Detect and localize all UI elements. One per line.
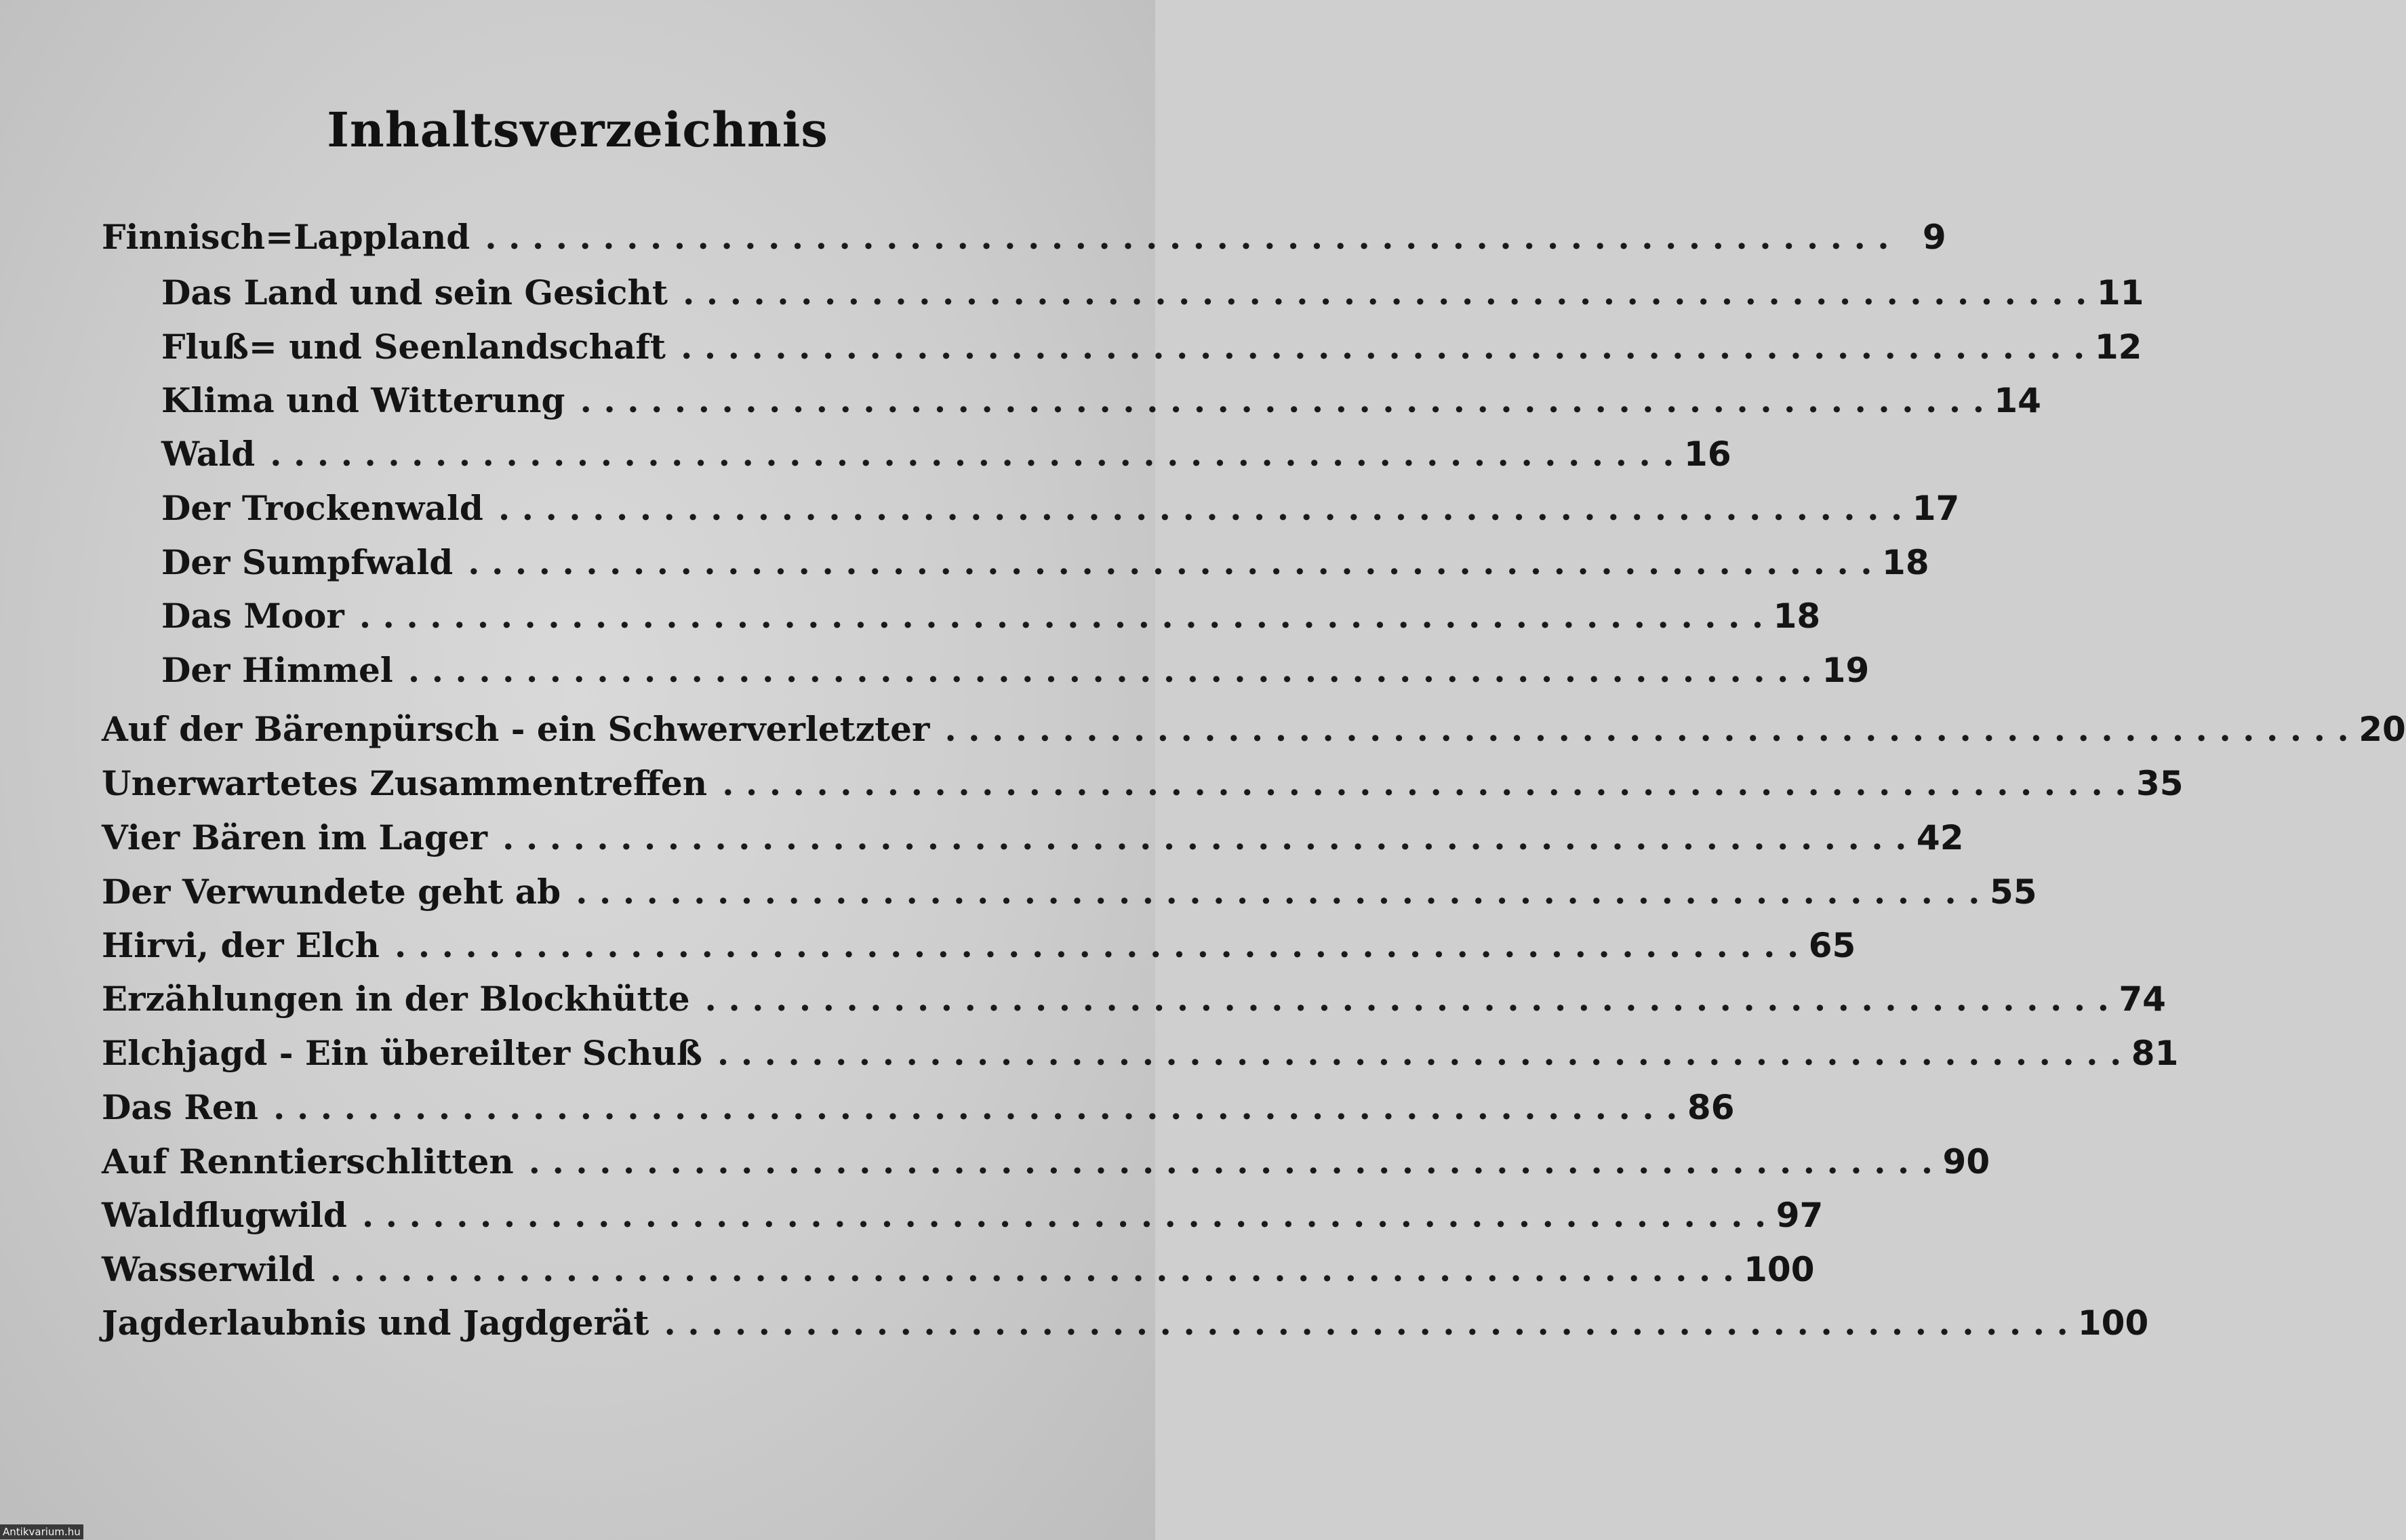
toc-entry — [161, 650, 1870, 699]
toc-entry-page-number: 74 — [2119, 979, 2166, 1019]
toc-entry-page-number: 14 — [1994, 381, 2041, 420]
toc-entry — [161, 488, 1960, 537]
dot-leader: . . . . . . . . . . . . . . . . . . . . . . . . . . . . . . . . . . . . . . . . . . . . . . . . . . . . . . . . . . . . — [468, 542, 1872, 582]
dot-leader: . . . . . . . . . . . . . . . . . . . . . . . . . . . . . . . . . . . . . . . . . . . . . . . . . . . . . . . . . . . . — [576, 872, 1980, 912]
dot-leader: . . . . . . . . . . . . . . . . . . . . . . . . . . . . . . . . . . . . . . . . . . . . . . . . . . . . . . . . . . . . — [394, 925, 1799, 965]
toc-entry-title: Waldflugwild — [102, 1195, 347, 1235]
dot-leader: . . . . . . . . . . . . . . . . . . . . . . . . . . . . . . . . . . . . . . . . . . . . . . . . . . . . . . . . . . . . — [580, 380, 1984, 420]
toc-entry-page-number: 19 — [1822, 651, 1870, 690]
toc-entry-title: Wald — [161, 434, 256, 474]
toc-entry — [161, 327, 2142, 376]
toc-entry — [161, 380, 2041, 429]
toc-entry-page-number: 11 — [2096, 273, 2144, 312]
dot-leader: . . . . . . . . . . . . . . . . . . . . . . . . . . . . . . . . . . . . . . . . . . . . . . . . . . . . . . . . . . . . — [682, 272, 2087, 312]
toc-entry-title: Vier Bären im Lager — [102, 817, 488, 857]
toc-entry-title: Das Moor — [161, 596, 344, 636]
dot-leader: . . . . . . . . . . . . . . . . . . . . . . . . . . . . . . . . . . . . . . . . . . . . . . . . . . . . . . . . . . . . — [528, 1141, 1933, 1181]
dot-leader: . . . . . . . . . . . . . . . . . . . . . . . . . . . . . . . . . . . . . . . . . . . . . . . . . . . . . . . . . . . . — [329, 1249, 1735, 1289]
toc-entry-page-number: 90 — [1942, 1142, 1990, 1181]
toc-entry-title: Auf Renntierschlitten — [102, 1141, 514, 1181]
dot-leader: . . . . . . . . . . . . . . . . . . . . . . . . . . . . . . . . . . . . . . . . . . . . . . . . . . . . . . . . . . . . — [717, 1033, 2122, 1073]
toc-entry — [102, 709, 2406, 758]
dot-leader: . . . . . . . . . . . . . . . . . . . . . . . . . . . . . . . . . . . . . . . . . . . . . . . . . . . . . . . . . . . . — [407, 650, 1813, 690]
toc-entry-title: Hirvi, der Elch — [102, 925, 380, 965]
toc-entry — [102, 1033, 2179, 1082]
dot-leader: . . . . . . . . . . . . . . . . . . . . . . . . . . . . . . . . . . . . . . . . . . . . . . . . . . . . . . . . . . . . — [502, 817, 1907, 857]
toc-entry — [102, 1087, 1735, 1136]
toc-entry-title: Jagderlaubnis und Jagdgerät — [102, 1303, 649, 1343]
toc-entry-page-number: 18 — [1773, 596, 1821, 636]
toc-entry — [102, 763, 2184, 812]
toc-entry — [161, 434, 1731, 483]
dot-leader: . . . . . . . . . . . . . . . . . . . . . . . . . . . . . . . . . . . . . . . . . . . . . . . . . . . . . . . . . . . . — [680, 327, 2085, 367]
toc-entry-title: Das Ren — [102, 1087, 259, 1127]
dot-leader: . . . . . . . . . . . . . . . . . . . . . . . . . . . . . . . . . . . . . . . . . . . . . . . . . . . . . . . . . . . . — [485, 217, 1889, 257]
toc-entry-page-number: 100 — [2077, 1303, 2149, 1343]
toc-entry-title: Der Sumpfwald — [161, 542, 454, 582]
toc-entry-title: Erzählungen in der Blockhütte — [102, 979, 690, 1019]
toc-entry-page-number: 35 — [2136, 764, 2184, 803]
toc-entry — [161, 272, 2144, 321]
dot-leader: . . . . . . . . . . . . . . . . . . . . . . . . . . . . . . . . . . . . . . . . . . . . . . . . . . . . . . . . . . . . — [722, 763, 2127, 803]
toc-entry-page-number: 65 — [1808, 926, 1856, 965]
toc-entry-page-number: 55 — [1989, 872, 2037, 912]
toc-entry-page-number: 100 — [1744, 1250, 1815, 1289]
toc-entry-page-number: 16 — [1684, 434, 1731, 474]
toc-entry — [102, 217, 1946, 266]
toc-entry — [102, 979, 2166, 1028]
dot-leader: . . . . . . . . . . . . . . . . . . . . . . . . . . . . . . . . . . . . . . . . . . . . . . . . . . . . . . . . . . . . — [359, 596, 1764, 636]
toc-entry-page-number: 9 — [1922, 218, 1946, 257]
toc-entry-page-number: 12 — [2094, 327, 2142, 367]
dot-leader: . . . . . . . . . . . . . . . . . . . . . . . . . . . . . . . . . . . . . . . . . . . . . . . . . . . . . . . . . . . . — [361, 1195, 1767, 1235]
dot-leader: . . . . . . . . . . . . . . . . . . . . . . . . . . . . . . . . . . . . . . . . . . . . . . . . . . . . . . . . . . . . — [944, 709, 2349, 749]
toc-entry-page-number: 18 — [1882, 543, 1929, 582]
toc-entry-page-number: 42 — [1916, 818, 1964, 857]
toc-entry — [102, 1141, 1990, 1190]
watermark: Antikvarium.hu — [0, 1524, 83, 1539]
toc-entry-title: Der Himmel — [161, 650, 393, 690]
page-title: Inhaltsverzeichnis — [327, 102, 828, 158]
toc-entry-title: Unerwartetes Zusammentreffen — [102, 763, 708, 803]
toc-entry-title: Klima und Witterung — [161, 380, 565, 420]
toc-entry-page-number: 20 — [2359, 710, 2406, 749]
dot-leader: . . . . . . . . . . . . . . . . . . . . . . . . . . . . . . . . . . . . . . . . . . . . . . . . . . . . . . . . . . . . — [704, 979, 2109, 1019]
toc-entry-page-number: 17 — [1912, 489, 1960, 528]
toc-entry — [161, 596, 1821, 645]
dot-leader: . . . . . . . . . . . . . . . . . . . . . . . . . . . . . . . . . . . . . . . . . . . . . . . . . . . . . . . . . . . . — [664, 1303, 2068, 1343]
toc-entry-title: Das Land und sein Gesicht — [161, 272, 668, 312]
toc-entry — [102, 1303, 2149, 1352]
dot-leader: . . . . . . . . . . . . . . . . . . . . . . . . . . . . . . . . . . . . . . . . . . . . . . . . . . . . . . . . . . . . — [270, 434, 1675, 474]
toc-entry-page-number: 81 — [2131, 1034, 2179, 1073]
toc-entry — [102, 1195, 1824, 1244]
toc-entry — [102, 872, 2037, 920]
toc-entry-page-number: 86 — [1687, 1088, 1735, 1127]
toc-entry-title: Der Trockenwald — [161, 488, 483, 528]
toc-entry — [102, 1249, 1815, 1298]
toc-entry-title: Der Verwundete geht ab — [102, 872, 561, 912]
dot-leader: . . . . . . . . . . . . . . . . . . . . . . . . . . . . . . . . . . . . . . . . . . . . . . . . . . . . . . . . . . . . — [273, 1087, 1678, 1127]
toc-entry-title: Fluß= und Seenlandschaft — [161, 327, 666, 367]
toc-entry-page-number: 97 — [1776, 1196, 1824, 1235]
dot-leader: . . . . . . . . . . . . . . . . . . . . . . . . . . . . . . . . . . . . . . . . . . . . . . . . . . . . . . . . . . . . — [498, 488, 1903, 528]
toc-entry-title: Wasserwild — [102, 1249, 315, 1289]
toc-entry-title: Auf der Bärenpürsch - ein Schwerverletzter — [102, 709, 930, 749]
toc-entry-title: Elchjagd - Ein übereilter Schuß — [102, 1033, 702, 1073]
toc-entry — [102, 925, 1856, 974]
toc-entry — [161, 542, 1929, 591]
toc-entry-title: Finnisch=Lappland — [102, 217, 470, 257]
toc-entry — [102, 817, 1964, 866]
